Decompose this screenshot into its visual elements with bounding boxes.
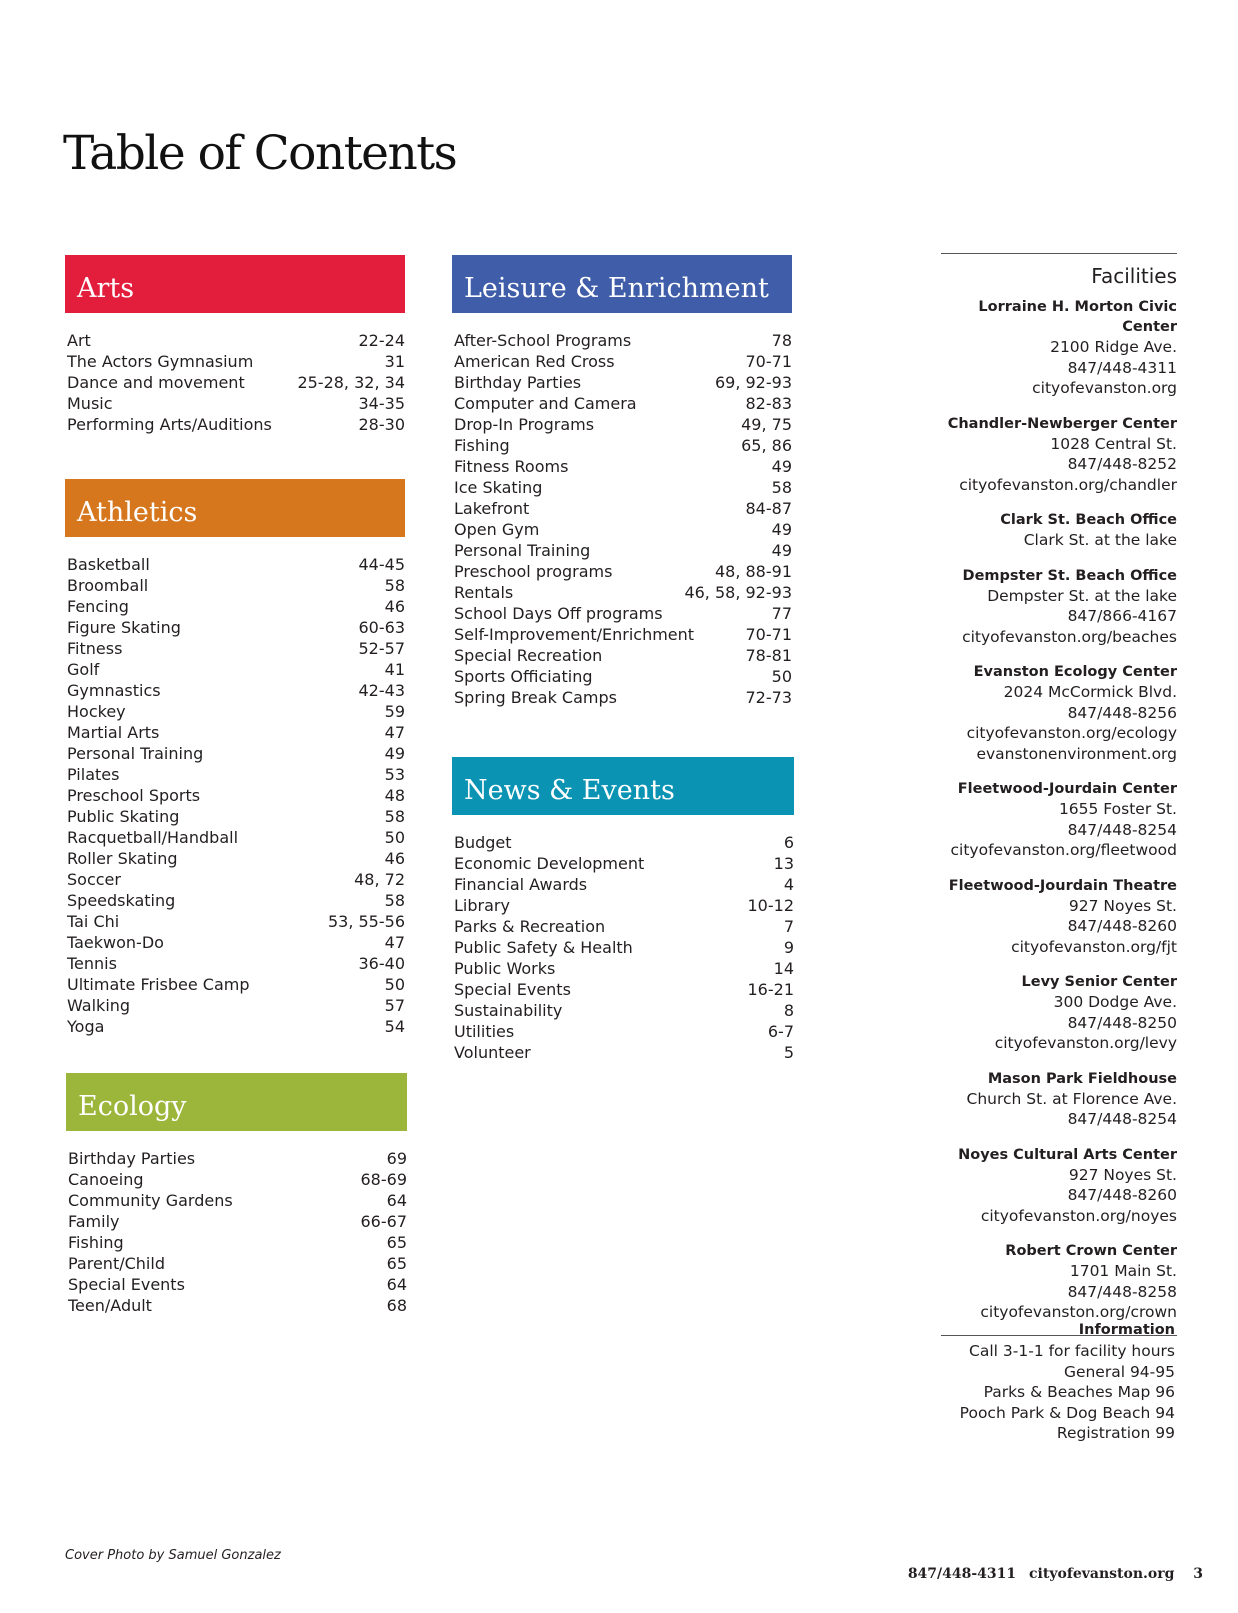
toc-entry-pages: 36-40 (358, 954, 405, 973)
toc-entry-pages: 68 (386, 1296, 407, 1315)
toc-entry (65, 351, 405, 372)
facility-detail: cityofevanston.org/noyes (980, 1206, 1177, 1225)
cover-photo-credit: Cover Photo by Samuel Gonzalez (65, 1548, 281, 1563)
toc-entry (452, 1042, 794, 1063)
footer-phone: 847/448-4311 (907, 1566, 1017, 1582)
toc-entry-pages: 5 (783, 1043, 794, 1062)
toc-entry (452, 456, 792, 477)
toc-entry-pages: 48, 72 (354, 870, 405, 889)
toc-entry (452, 937, 794, 958)
information-line: General 94-95 (1063, 1362, 1175, 1381)
facility-detail: 2024 McCormick Blvd. (1003, 683, 1177, 701)
facility-detail: cityofevanston.org/ecology (966, 724, 1177, 742)
facility-detail: 847/448-8250 (1067, 1013, 1177, 1032)
toc-entry-label: School Days Off programs (454, 604, 663, 623)
toc-entry (452, 393, 792, 414)
toc-entry-pages: 84-87 (745, 499, 792, 518)
toc-entry (65, 911, 405, 932)
toc-entry-label: Roller Skating (67, 849, 178, 868)
toc-entry-label: Financial Awards (454, 875, 588, 894)
toc-entry-label: Birthday Parties (454, 373, 582, 392)
toc-entry-label: Dance and movement (67, 373, 245, 392)
toc-entry-label: Lakefront (454, 499, 530, 518)
toc-entry-pages: 69, 92-93 (714, 373, 792, 392)
facility-detail: 927 Noyes St. (1068, 1165, 1177, 1184)
toc-entry (452, 687, 792, 708)
information-line: Call 3-1-1 for facility hours (969, 1342, 1175, 1360)
toc-entry-pages: 48, 88-91 (714, 562, 792, 581)
toc-entry (65, 869, 405, 890)
toc-entry (452, 624, 792, 645)
toc-entry-label: Fishing (68, 1233, 124, 1252)
toc-entry-pages: 65, 86 (741, 436, 792, 455)
toc-entry-label: Library (454, 896, 510, 915)
news-heading: News & Events (452, 757, 794, 815)
toc-entry-pages: 9 (783, 938, 794, 957)
toc-entry-pages: 42-43 (358, 681, 405, 700)
toc-entry (66, 1148, 407, 1169)
toc-entry-label: Volunteer (454, 1043, 531, 1062)
toc-entry-pages: 64 (386, 1275, 407, 1294)
toc-entry-label: Art (67, 331, 91, 350)
toc-entry-label: Special Recreation (454, 646, 603, 665)
toc-entry-pages: 50 (771, 667, 792, 686)
toc-entry-label: Ice Skating (454, 478, 543, 497)
facility-entry (941, 1241, 1177, 1323)
toc-entry (65, 659, 405, 680)
toc-entry (66, 1211, 407, 1232)
toc-entry-label: Sustainability (454, 1001, 563, 1020)
toc-entry (66, 1190, 407, 1211)
toc-entry (65, 890, 405, 911)
page-title: Table of Contents (63, 126, 457, 181)
toc-entry (66, 1295, 407, 1316)
toc-entry (66, 1169, 407, 1190)
toc-entry-pages: 82-83 (745, 394, 792, 413)
toc-entry (452, 832, 794, 853)
toc-entry (65, 617, 405, 638)
facilities-panel (941, 253, 1177, 1336)
toc-entry-label: Gymnastics (67, 681, 161, 700)
toc-entry-pages: 53 (384, 765, 405, 784)
toc-entry-pages: 46 (384, 597, 405, 616)
toc-entry-pages: 49 (771, 457, 792, 476)
facility-detail: 1701 Main St. (1069, 1262, 1177, 1280)
toc-entry-pages: 72-73 (745, 688, 792, 707)
information-heading: Information (1078, 1322, 1175, 1338)
footer-site: cityofevanston.org (1029, 1566, 1175, 1582)
toc-entry-pages: 58 (384, 807, 405, 826)
toc-entry (452, 666, 792, 687)
facility-entry (941, 297, 1177, 399)
facility-detail: 847/448-8254 (1067, 820, 1177, 839)
toc-entry (452, 874, 794, 895)
toc-entry (452, 916, 794, 937)
toc-entry-label: Personal Training (454, 541, 591, 560)
facility-name: Levy Senior Center (1021, 974, 1177, 990)
ecology-entries (66, 1148, 407, 1316)
arts-entries (65, 330, 405, 435)
toc-entry (65, 764, 405, 785)
toc-entry-pages: 31 (384, 352, 405, 371)
facility-detail: 1655 Foster St. (1058, 800, 1177, 818)
toc-entry-label: Performing Arts/Auditions (67, 415, 272, 434)
toc-entry-pages: 46, 58, 92-93 (684, 583, 792, 602)
toc-entry-label: Preschool Sports (67, 786, 201, 805)
toc-entry-pages: 10-12 (747, 896, 794, 915)
toc-entry-label: Special Events (454, 980, 571, 999)
toc-entry-pages: 66-67 (360, 1212, 407, 1231)
toc-entry (452, 519, 792, 540)
toc-entry (65, 848, 405, 869)
facility-detail: Church St. at Florence Ave. (966, 1089, 1177, 1108)
toc-entry (65, 638, 405, 659)
toc-entry-pages: 60-63 (358, 618, 405, 637)
toc-entry (65, 596, 405, 617)
facility-name: Mason Park Fieldhouse (987, 1070, 1177, 1087)
toc-entry-pages: 69 (386, 1149, 407, 1168)
facility-detail: 847/448-8260 (1067, 917, 1177, 935)
toc-entry-pages: 6-7 (767, 1022, 794, 1041)
toc-entry-pages: 47 (384, 723, 405, 742)
news-section (452, 757, 794, 1063)
facility-name: Evanston Ecology Center (973, 664, 1177, 680)
toc-entry (65, 932, 405, 953)
toc-entry (452, 561, 792, 582)
toc-entry-label: Figure Skating (67, 618, 181, 637)
toc-entry (65, 974, 405, 995)
toc-entry-pages: 25-28, 32, 34 (297, 373, 405, 392)
toc-entry (452, 1021, 794, 1042)
toc-entry-pages: 7 (783, 917, 794, 936)
toc-entry-pages: 77 (771, 604, 792, 623)
toc-entry-pages: 16-21 (747, 980, 794, 999)
ecology-heading: Ecology (66, 1073, 407, 1131)
toc-entry-label: Birthday Parties (68, 1149, 196, 1168)
information-line: Parks & Beaches Map 96 (983, 1383, 1175, 1401)
toc-entry-pages: 70-71 (745, 352, 792, 371)
toc-entry (452, 895, 794, 916)
leisure-entries (452, 330, 792, 708)
toc-entry-pages: 50 (384, 828, 405, 847)
toc-entry (65, 743, 405, 764)
toc-entry (65, 680, 405, 701)
facility-detail: 1028 Central St. (1050, 434, 1177, 453)
toc-entry-label: Music (67, 394, 113, 413)
toc-entry-pages: 70-71 (745, 625, 792, 644)
toc-entry (452, 603, 792, 624)
toc-entry-pages: 13 (773, 854, 794, 873)
toc-entry-pages: 54 (384, 1017, 405, 1036)
toc-entry-pages: 47 (384, 933, 405, 952)
athletics-entries (65, 554, 405, 1037)
toc-entry-label: Fencing (67, 597, 129, 616)
toc-entry-pages: 57 (384, 996, 405, 1015)
facility-name: Dempster St. Beach Office (962, 567, 1177, 584)
facility-detail: evanstonenvironment.org (976, 744, 1177, 763)
toc-entry-label: American Red Cross (454, 352, 615, 371)
toc-entry-pages: 50 (384, 975, 405, 994)
toc-entry-pages: 64 (386, 1191, 407, 1210)
facility-detail: 927 Noyes St. (1068, 896, 1177, 915)
information-line: Registration 99 (1056, 1424, 1175, 1442)
facility-detail: 847/448-8260 (1067, 1186, 1177, 1204)
toc-entry-pages: 59 (384, 702, 405, 721)
toc-entry (452, 958, 794, 979)
facility-detail: 847/448-8252 (1067, 455, 1177, 473)
toc-entry-pages: 22-24 (358, 331, 405, 350)
toc-entry-label: Basketball (67, 555, 150, 574)
toc-entry (65, 575, 405, 596)
toc-entry-pages: 46 (384, 849, 405, 868)
toc-entry (452, 853, 794, 874)
toc-entry-label: Budget (454, 833, 512, 852)
facility-entry (941, 414, 1177, 496)
toc-entry-pages: 49 (384, 744, 405, 763)
facility-name: Chandler-Newberger Center (947, 415, 1177, 432)
arts-section (65, 255, 405, 435)
toc-entry-label: Tai Chi (67, 912, 120, 931)
toc-entry (65, 330, 405, 351)
toc-entry (452, 1000, 794, 1021)
facility-name: Fleetwood-Jourdain Center (957, 781, 1177, 797)
facilities-list (941, 297, 1177, 1323)
toc-entry-label: Open Gym (454, 520, 540, 539)
toc-entry-label: Economic Development (454, 854, 645, 873)
facility-name: Clark St. Beach Office (1000, 512, 1177, 528)
leisure-section (452, 255, 792, 708)
facilities-top-rule (941, 253, 1177, 254)
facility-entry (941, 566, 1177, 648)
facility-entry (941, 779, 1177, 861)
toc-entry-label: Speedskating (67, 891, 176, 910)
facility-entry (941, 1069, 1177, 1130)
toc-entry-pages: 49 (771, 520, 792, 539)
toc-entry-pages: 8 (783, 1001, 794, 1020)
facility-entry (941, 972, 1177, 1054)
toc-entry (65, 953, 405, 974)
facility-detail: cityofevanston.org/fjt (1011, 937, 1177, 956)
toc-entry-pages: 53, 55-56 (327, 912, 405, 931)
ecology-section (66, 1073, 407, 1316)
toc-entry (65, 701, 405, 722)
toc-entry (452, 645, 792, 666)
toc-entry (65, 806, 405, 827)
toc-entry (65, 722, 405, 743)
toc-entry-label: Soccer (67, 870, 121, 889)
toc-entry-pages: 65 (386, 1233, 407, 1252)
toc-entry-label: Racquetball/Handball (67, 828, 239, 847)
toc-entry-label: Preschool programs (454, 562, 613, 581)
page-footer (900, 1566, 1203, 1582)
facility-detail: 847/448-8256 (1067, 703, 1177, 722)
facility-detail: cityofevanston.org/crown (980, 1303, 1177, 1321)
toc-entry (65, 372, 405, 393)
toc-entry (452, 979, 794, 1000)
toc-entry-label: Broomball (67, 576, 149, 595)
toc-entry-label: Utilities (454, 1022, 515, 1041)
facility-detail: 847/866-4167 (1067, 607, 1177, 625)
toc-entry (452, 351, 792, 372)
toc-entry (452, 330, 792, 351)
toc-entry-label: Pilates (67, 765, 120, 784)
facility-entry (941, 876, 1177, 958)
toc-entry-label: Drop-In Programs (454, 415, 595, 434)
toc-entry-pages: 4 (783, 875, 794, 894)
information-lines (941, 1341, 1175, 1444)
athletics-heading: Athletics (65, 479, 405, 537)
toc-entry-pages: 58 (384, 576, 405, 595)
toc-entry-pages: 58 (384, 891, 405, 910)
toc-entry-pages: 44-45 (358, 555, 405, 574)
toc-entry-label: Personal Training (67, 744, 204, 763)
facility-name: Lorraine H. Morton Civic Center (978, 299, 1177, 335)
toc-entry (65, 1016, 405, 1037)
toc-entry-label: Parent/Child (68, 1254, 165, 1273)
toc-entry-label: Golf (67, 660, 100, 679)
facility-detail: cityofevanston.org/fleetwood (950, 841, 1177, 859)
toc-entry (65, 827, 405, 848)
toc-entry-label: The Actors Gymnasium (67, 352, 254, 371)
toc-entry-label: Rentals (454, 583, 514, 602)
facility-detail: cityofevanston.org/chandler (959, 475, 1177, 494)
toc-entry-pages: 48 (384, 786, 405, 805)
facility-detail: 847/448-4311 (1067, 358, 1177, 377)
toc-entry (452, 477, 792, 498)
toc-entry-label: Canoeing (68, 1170, 144, 1189)
toc-entry (65, 393, 405, 414)
toc-entry-label: Taekwon-Do (67, 933, 164, 952)
toc-entry-pages: 49, 75 (741, 415, 792, 434)
toc-entry-pages: 78 (771, 331, 792, 350)
toc-entry-pages: 6 (783, 833, 794, 852)
facility-detail: cityofevanston.org/beaches (962, 627, 1177, 646)
arts-heading: Arts (65, 255, 405, 313)
toc-entry-label: Walking (67, 996, 131, 1015)
toc-entry (65, 785, 405, 806)
toc-entry-pages: 58 (771, 478, 792, 497)
toc-entry (65, 554, 405, 575)
toc-entry-label: Ultimate Frisbee Camp (67, 975, 250, 994)
facility-name: Noyes Cultural Arts Center (958, 1146, 1177, 1163)
facility-entry (941, 510, 1177, 551)
toc-entry-label: Fitness Rooms (454, 457, 569, 476)
toc-entry (452, 372, 792, 393)
toc-entry-label: Self-Improvement/Enrichment (454, 625, 695, 644)
toc-entry-label: After-School Programs (454, 331, 632, 350)
facility-detail: 300 Dodge Ave. (1053, 993, 1177, 1011)
toc-entry-pages: 52-57 (358, 639, 405, 658)
toc-entry (65, 995, 405, 1016)
toc-entry-label: Tennis (67, 954, 117, 973)
toc-entry (66, 1274, 407, 1295)
facility-name: Fleetwood-Jourdain Theatre (948, 877, 1177, 894)
toc-entry-pages: 78-81 (745, 646, 792, 665)
toc-entry-label: Yoga (67, 1017, 105, 1036)
toc-entry-label: Family (68, 1212, 120, 1231)
toc-entry-pages: 14 (773, 959, 794, 978)
footer-page-number: 3 (1193, 1566, 1203, 1582)
toc-entry-label: Teen/Adult (68, 1296, 152, 1315)
facility-detail: Clark St. at the lake (1023, 531, 1177, 549)
toc-entry-label: Fitness (67, 639, 123, 658)
toc-entry-label: Community Gardens (68, 1191, 233, 1210)
facility-detail: Dempster St. at the lake (987, 586, 1177, 605)
facility-name: Robert Crown Center (1005, 1243, 1177, 1259)
toc-entry (452, 435, 792, 456)
toc-entry-label: Hockey (67, 702, 126, 721)
facility-entry (941, 1145, 1177, 1227)
leisure-heading: Leisure & Enrichment (452, 255, 792, 313)
toc-entry (66, 1232, 407, 1253)
facilities-heading: Facilities (1091, 264, 1177, 288)
toc-entry-label: Public Safety & Health (454, 938, 633, 957)
toc-entry (452, 540, 792, 561)
toc-entry-pages: 65 (386, 1254, 407, 1273)
toc-entry-label: Parks & Recreation (454, 917, 606, 936)
toc-entry-label: Martial Arts (67, 723, 160, 742)
toc-entry-label: Spring Break Camps (454, 688, 617, 707)
toc-entry-label: Computer and Camera (454, 394, 637, 413)
toc-entry (452, 498, 792, 519)
toc-entry (452, 582, 792, 603)
toc-entry-label: Public Works (454, 959, 556, 978)
toc-entry-pages: 49 (771, 541, 792, 560)
toc-entry-label: Sports Officiating (454, 667, 593, 686)
information-panel (941, 1320, 1175, 1444)
toc-entry (65, 414, 405, 435)
facility-detail: 847/448-8254 (1067, 1110, 1177, 1128)
toc-entry-label: Public Skating (67, 807, 180, 826)
facility-detail: cityofevanston.org (1032, 379, 1177, 397)
facility-entry (941, 662, 1177, 764)
toc-entry-label: Fishing (454, 436, 510, 455)
toc-entry-pages: 28-30 (358, 415, 405, 434)
toc-entry (66, 1253, 407, 1274)
toc-entry-pages: 41 (384, 660, 405, 679)
facility-detail: 847/448-8258 (1067, 1282, 1177, 1301)
news-entries (452, 832, 794, 1063)
athletics-section (65, 479, 405, 1037)
information-line: Pooch Park & Dog Beach 94 (959, 1403, 1175, 1422)
toc-entry-pages: 68-69 (360, 1170, 407, 1189)
facility-detail: cityofevanston.org/levy (994, 1034, 1177, 1052)
toc-entry-label: Special Events (68, 1275, 185, 1294)
toc-entry (452, 414, 792, 435)
facility-detail: 2100 Ridge Ave. (1050, 338, 1177, 356)
toc-entry-pages: 34-35 (358, 394, 405, 413)
